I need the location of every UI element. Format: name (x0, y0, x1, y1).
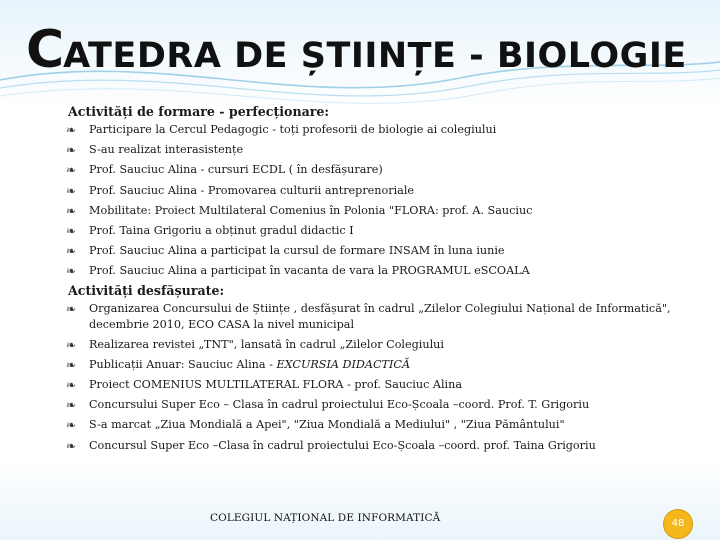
list-item: ❧ Proiect COMENIUS MULTILATERAL FLORA - prof. Sauciuc Alina (68, 375, 708, 395)
list-item: ❧ Participare la Cercul Pedagogic - toți profesorii de biologie ai colegiului (68, 120, 708, 140)
list-item: ❧ Prof. Sauciuc Alina - cursuri ECDL ( în desfășurare) (68, 160, 708, 180)
list-item: ❧ Prof. Taina Grigoriu a obținut gradul didactic I (68, 221, 708, 241)
leaf-bullet-icon: ❧ (66, 438, 77, 453)
activities-list (68, 299, 708, 456)
list-item: ❧ Prof. Sauciuc Alina - Promovarea culturii antreprenoriale (68, 181, 708, 201)
leaf-bullet-icon: ❧ (66, 398, 77, 413)
leaf-bullet-icon: ❧ (66, 123, 77, 137)
publication-title: EXCURSIA DIDACTICĂ (276, 357, 411, 371)
leaf-bullet-icon: ❧ (66, 357, 77, 372)
leaf-bullet-icon: ❧ (66, 378, 77, 393)
list-item: ❧ Publicații Anuar: Sauciuc Alina - EXCURSIA DIDACTICĂ (68, 355, 708, 375)
leaf-bullet-icon: ❧ (66, 224, 77, 239)
list-item: ❧ Prof. Sauciuc Alina a participat la cursul de formare INSAM în luna iunie (68, 241, 708, 261)
leaf-bullet-icon: ❧ (66, 143, 77, 158)
leaf-bullet-icon: ❧ (66, 301, 77, 316)
list-item: ❧ S-a marcat „Ziua Mondială a Apei", "Ziua Mondială a Mediului" , "Ziua Pământului" (68, 415, 708, 435)
leaf-bullet-icon: ❧ (66, 203, 77, 218)
list-item: ❧ S-au realizat interasistențe (68, 140, 708, 160)
footer-background (0, 460, 720, 540)
section-heading-activities: Activități desfășurate: (68, 282, 225, 298)
title-rest: ATEDRA DE ȘTIINȚE - BIOLOGIE (63, 36, 687, 76)
list-item: ❧ Mobilitate: Proiect Multilateral Comenius în Polonia "FLORA: prof. A. Sauciuc (68, 201, 708, 221)
list-item: ❧ Concursului Super Eco – Clasa în cadrul proiectului Eco-Școala –coord. Prof. T. Grigoriu (68, 395, 708, 415)
title-first-letter: C (26, 20, 64, 80)
content-body (68, 103, 708, 456)
leaf-bullet-icon: ❧ (66, 244, 77, 259)
section-heading-training: Activități de formare - perfecționare: (68, 104, 330, 119)
leaf-bullet-icon: ❧ (66, 418, 77, 433)
list-item: ❧ Realizarea revistei „TNT", lansată în cadrul „Zilelor Colegiului (68, 335, 708, 355)
list-item: ❧ Concursul Super Eco –Clasa în cadrul proiectului Eco-Școala –coord. prof. Taina Grigoriu (68, 436, 708, 456)
page-number-badge: 48 (663, 509, 693, 539)
slide-title (26, 20, 687, 80)
leaf-bullet-icon: ❧ (66, 163, 77, 178)
leaf-bullet-icon: ❧ (66, 264, 77, 279)
list-item: ❧ Prof. Sauciuc Alina a participat în vacanta de vara la PROGRAMUL eSCOALA (68, 261, 708, 281)
leaf-bullet-icon: ❧ (66, 183, 77, 198)
training-list (68, 120, 708, 282)
leaf-bullet-icon: ❧ (66, 337, 77, 352)
list-item: ❧ Organizarea Concursului de Științe , desfășurat în cadrul „Zilelor Colegiului Național de Informatică", decembrie 2010, ECO CASA la nivel municipal (66, 301, 671, 331)
footer-institution: COLEGIUL NAȚIONAL DE INFORMATICĂ (210, 512, 441, 524)
